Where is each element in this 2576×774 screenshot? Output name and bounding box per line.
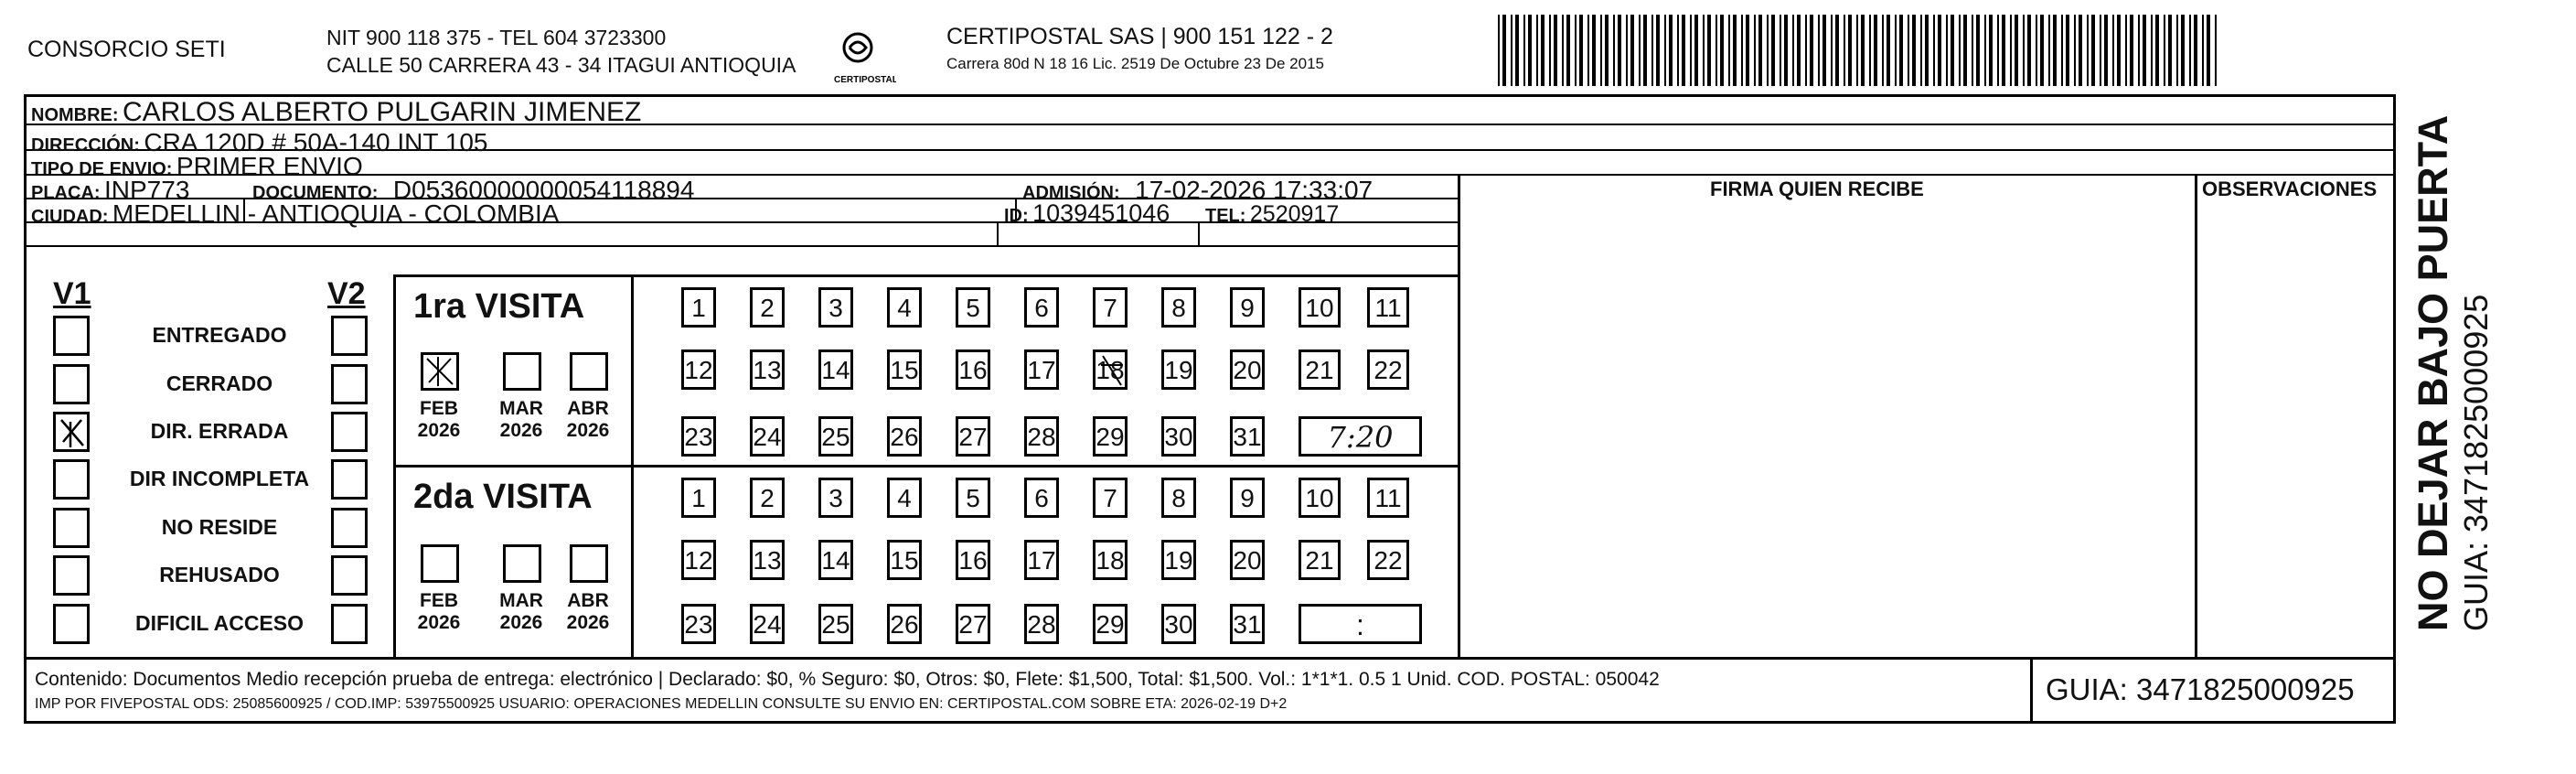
day-box[interactable]: 21 (1299, 349, 1341, 390)
status-label: REHUSADO (159, 563, 280, 586)
address-line: CALLE 50 CARRERA 43 - 34 ITAGUI ANTIOQUIA (326, 53, 796, 77)
day-box[interactable]: 14 (818, 349, 853, 390)
month-label: FEB 2026 (417, 590, 461, 633)
first-visit-title: 1ra VISITA (413, 287, 585, 326)
time-box[interactable]: : (1299, 604, 1422, 644)
barcode (1498, 15, 2220, 86)
direccion-value: CRA 120D # 50A-140 INT 105 (144, 128, 488, 156)
day-box[interactable]: 3 (818, 478, 853, 518)
documento-value: D05360000000054118894 (392, 176, 695, 204)
day-box[interactable]: 12 (681, 349, 716, 390)
v2-checkbox[interactable] (331, 604, 368, 644)
day-box[interactable]: 23 (681, 604, 716, 644)
content-summary: Contenido: Documentos Medio recepción prueba de entrega: electrónico | Declarado: $0, % Seguro: $0, Otros: $0, Flete: $1,500, Total: $1,500. Vol.: 1*1*1. 0.5 1 Unid. COD. POSTAL: 050042 (35, 669, 1660, 690)
month-label: ABR 2026 (566, 590, 610, 633)
guia-number: GUIA: 3471825000925 (2030, 657, 2396, 724)
day-box[interactable]: 26 (887, 416, 922, 457)
day-box[interactable]: 16 (956, 349, 990, 390)
day-box[interactable]: 9 (1230, 478, 1265, 518)
day-box[interactable]: 30 (1161, 604, 1196, 644)
tel-value: 2520917 (1249, 201, 1340, 227)
second-visit-title: 2da VISITA (413, 478, 593, 516)
month-checkbox[interactable] (421, 544, 459, 583)
status-label: CERRADO (166, 371, 273, 395)
admision-value: 17-02-2026 17:33:07 (1135, 176, 1374, 204)
day-box[interactable]: 18 (1093, 540, 1128, 580)
day-box[interactable]: 13 (750, 349, 785, 390)
day-box[interactable]: 27 (956, 604, 990, 644)
id-label: ID: (1004, 206, 1029, 226)
day-box[interactable]: 7 (1093, 478, 1128, 518)
day-box[interactable]: 20 (1230, 540, 1265, 580)
v1-checkbox[interactable] (53, 364, 90, 404)
certipostal-line: CERTIPOSTAL SAS | 900 151 122 - 2 (946, 24, 1333, 49)
day-box[interactable]: 1 (681, 287, 716, 328)
time-box[interactable]: 7:20 (1299, 416, 1422, 457)
day-box[interactable]: 9 (1230, 287, 1265, 328)
v1-checkbox[interactable] (53, 459, 90, 500)
day-box[interactable]: 2 (750, 478, 785, 518)
day-box[interactable]: 24 (750, 604, 785, 644)
ciudad-field (31, 199, 559, 229)
day-box[interactable]: 11 (1367, 478, 1409, 518)
v1-checkbox[interactable] (53, 508, 90, 548)
certipostal-logo (832, 27, 896, 91)
row-divider (24, 245, 1459, 247)
month-label: MAR 2026 (499, 590, 543, 633)
v2-checkbox[interactable] (331, 316, 368, 356)
tipo-envio-value: PRIMER ENVIO (176, 152, 363, 180)
status-label: NO RESIDE (161, 515, 278, 539)
day-box[interactable]: 17 (1024, 349, 1059, 390)
tel-field (1205, 201, 1339, 228)
nombre-value: CARLOS ALBERTO PULGARIN JIMENEZ (123, 97, 642, 127)
row-divider (634, 465, 1458, 468)
tel-label: TEL: (1205, 206, 1246, 226)
day-box[interactable]: 25 (818, 604, 853, 644)
day-box[interactable]: 31 (1230, 604, 1265, 644)
v1-checkbox[interactable] (53, 412, 90, 452)
day-box[interactable]: 27 (956, 416, 990, 457)
day-box[interactable]: 29 (1093, 604, 1128, 644)
day-box[interactable]: 15 (887, 540, 922, 580)
day-box[interactable]: 12 (681, 540, 716, 580)
v2-checkbox[interactable] (331, 555, 368, 596)
v1-header: V1 (53, 276, 91, 311)
id-value: 1039451046 (1032, 199, 1170, 227)
day-box[interactable]: 3 (818, 287, 853, 328)
day-box[interactable]: 11 (1367, 287, 1409, 328)
day-box[interactable]: 8 (1161, 478, 1196, 518)
day-box[interactable]: 5 (956, 287, 990, 328)
side-notice (2410, 115, 2496, 631)
col-divider (2195, 174, 2197, 657)
v1-checkbox[interactable] (53, 555, 90, 596)
placa-label: PLACA: (31, 183, 101, 203)
month-label: ABR 2026 (566, 398, 610, 441)
day-box[interactable]: 25 (818, 416, 853, 457)
direccion-label: DIRECCIÓN: (31, 135, 140, 156)
documento-label: DOCUMENTO: (252, 183, 379, 203)
company-name: CONSORCIO SETI (27, 37, 226, 62)
day-box[interactable]: 10 (1299, 478, 1341, 518)
day-box[interactable]: 7 (1093, 287, 1128, 328)
nit-line: NIT 900 118 375 - TEL 604 3723300 (326, 26, 667, 49)
company-contact (326, 24, 796, 79)
no-dejar-bajo-puerta: NO DEJAR BAJO PUERTA (2410, 114, 2456, 631)
day-box[interactable]: 30 (1161, 416, 1196, 457)
day-box[interactable]: 17 (1024, 540, 1059, 580)
month-label: FEB 2026 (417, 398, 461, 441)
v2-checkbox[interactable] (331, 459, 368, 500)
day-box[interactable]: 23 (681, 416, 716, 457)
day-box[interactable]: 20 (1230, 349, 1265, 390)
nombre-field (31, 97, 641, 128)
row-divider (393, 465, 633, 468)
nombre-label: NOMBRE: (31, 105, 119, 125)
day-box[interactable]: 8 (1161, 287, 1196, 328)
day-box[interactable]: 15 (887, 349, 922, 390)
v2-header: V2 (327, 276, 366, 311)
firma-label: FIRMA QUIEN RECIBE (1710, 177, 1924, 200)
day-box[interactable]: 19 (1161, 349, 1196, 390)
month-checkbox[interactable] (570, 544, 608, 583)
status-label: DIR. ERRADA (150, 419, 289, 443)
row-divider (393, 274, 1458, 277)
certipostal-license: Carrera 80d N 18 16 Lic. 2519 De Octubre 23 De 2015 (946, 55, 1324, 72)
status-label: ENTREGADO (152, 323, 287, 347)
day-box[interactable]: 1 (681, 478, 716, 518)
day-box[interactable]: 16 (956, 540, 990, 580)
v2-checkbox[interactable] (331, 364, 368, 404)
day-box[interactable]: 22 (1367, 540, 1409, 580)
v1-checkbox[interactable] (53, 604, 90, 644)
day-box[interactable]: 18 (1093, 349, 1128, 390)
day-box[interactable]: 28 (1024, 604, 1059, 644)
day-box[interactable]: 24 (750, 416, 785, 457)
col-divider (997, 221, 999, 245)
v1-checkbox[interactable] (53, 316, 90, 356)
day-box[interactable]: 6 (1024, 478, 1059, 518)
day-box[interactable]: 2 (750, 287, 785, 328)
day-box[interactable]: 26 (887, 604, 922, 644)
col-divider (393, 274, 396, 657)
day-box[interactable]: 22 (1367, 349, 1409, 390)
observaciones-label: OBSERVACIONES (2202, 177, 2378, 200)
day-box[interactable]: 29 (1093, 416, 1128, 457)
month-checkbox[interactable] (570, 352, 608, 391)
month-label: MAR 2026 (499, 398, 543, 441)
col-divider (1198, 221, 1200, 245)
print-info: IMP POR FIVEPOSTAL ODS: 25085600925 / COD.IMP: 53975500925 USUARIO: OPERACIONES MEDELLIN CONSULTE SU ENVIO EN: CERTIPOSTAL.COM SOBRE ETA: 2026-02-19 D+2 (35, 696, 1288, 712)
v2-checkbox[interactable] (331, 412, 368, 452)
ciudad-label: CIUDAD: (31, 207, 109, 227)
day-box[interactable]: 31 (1230, 416, 1265, 457)
day-box[interactable]: 5 (956, 478, 990, 518)
day-box[interactable]: 19 (1161, 540, 1196, 580)
id-field (1004, 199, 1170, 228)
ciudad-value: MEDELLIN - ANTIOQUIA - COLOMBIA (112, 199, 560, 228)
day-box[interactable]: 4 (887, 287, 922, 328)
day-box[interactable]: 4 (887, 478, 922, 518)
logo-text: CERTIPOSTAL (834, 75, 896, 85)
day-box[interactable]: 21 (1299, 540, 1341, 580)
day-box[interactable]: 13 (750, 540, 785, 580)
v2-checkbox[interactable] (331, 508, 368, 548)
day-box[interactable]: 14 (818, 540, 853, 580)
admision-label: ADMISIÓN: (1022, 183, 1120, 203)
side-guia: GUIA: 3471825000925 (2457, 294, 2495, 631)
day-box[interactable]: 6 (1024, 287, 1059, 328)
placa-value: INP773 (104, 176, 190, 204)
day-box[interactable]: 10 (1299, 287, 1341, 328)
status-label: DIFICIL ACCESO (134, 611, 304, 635)
status-label: DIR INCOMPLETA (129, 467, 310, 490)
month-checkbox[interactable] (503, 544, 541, 583)
tipo-envio-label: TIPO DE ENVIO: (31, 159, 173, 179)
month-checkbox[interactable] (503, 352, 541, 391)
day-box[interactable]: 28 (1024, 416, 1059, 457)
month-checkbox[interactable] (421, 352, 459, 391)
